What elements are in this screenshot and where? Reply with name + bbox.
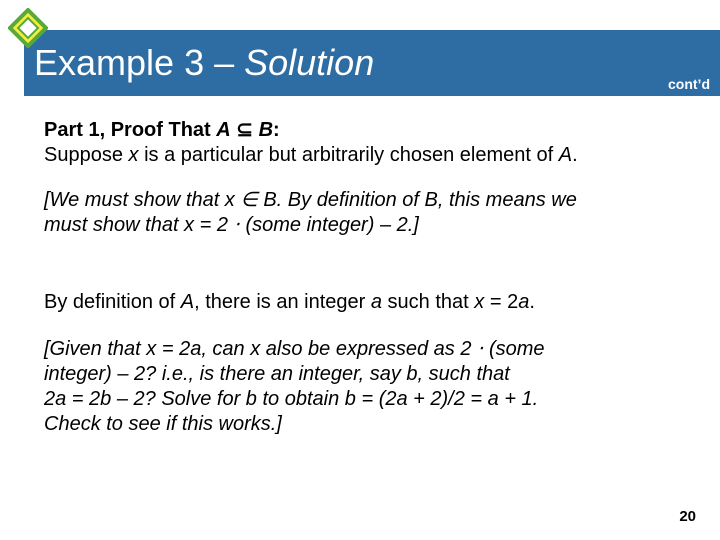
title-main: Example 3 – [34,42,245,83]
continued-label: cont’d [668,76,710,92]
title-italic: Solution [244,42,375,83]
must-show-paragraph: [We must show that x ∈ B. By definition of B, this means we must show that x = 2 ⋅ (some integer) – 2.] [44,189,577,236]
suppose-line: Suppose x is a particular but arbitrarily chosen element of A. [44,144,578,166]
definition-paragraph: By definition of A, there is an integer a such that x = 2a. [44,291,535,313]
page-number: 20 [679,508,696,525]
slide-title [34,38,374,88]
slide-content [44,118,704,437]
given-paragraph: [Given that x = 2a, can x also be expressed as 2 ⋅ (some integer) – 2? i.e., is there an integer, say b, such that 2a = 2b – 2? Solve for b to obtain b = (2a + 2)/2 = a + 1. Check to see if this works.] [44,338,545,435]
proof-heading: Part 1, Proof That A ⊆ B: [44,119,280,141]
